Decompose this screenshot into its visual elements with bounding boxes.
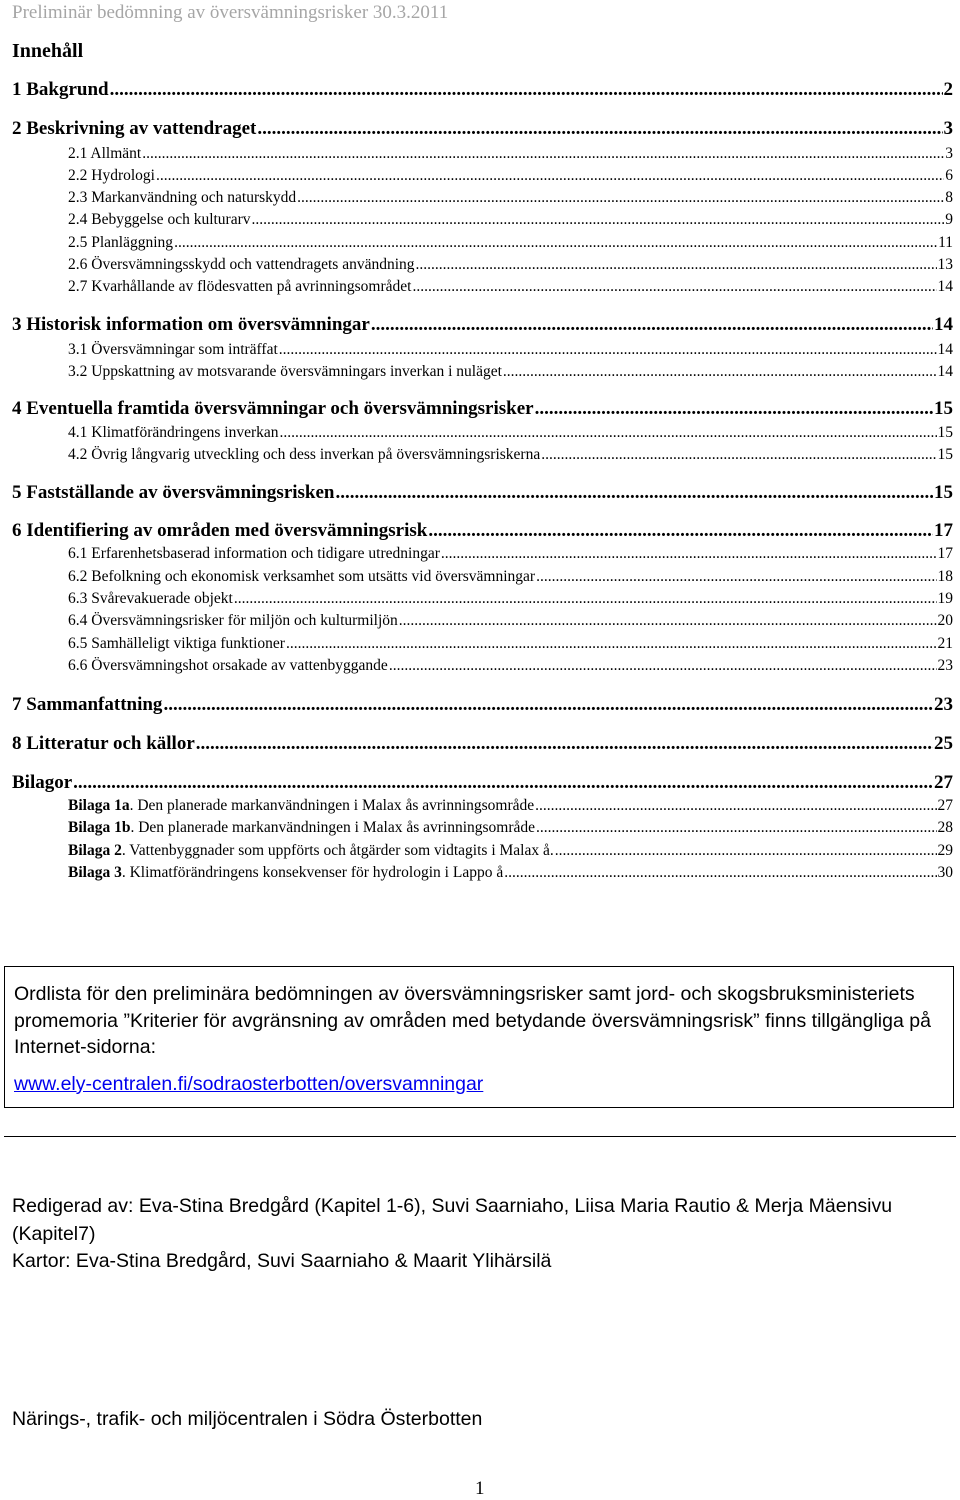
toc-entry-3-1[interactable]: 3.1 Översvämningar som inträffat ..... 14 bbox=[68, 341, 953, 359]
horizontal-divider bbox=[4, 1136, 956, 1137]
toc-entry-6-4[interactable]: 6.4 Översvämningsrisker för miljön och kulturmiljön ..... 20 bbox=[68, 612, 953, 630]
toc-entry-6-2[interactable]: 6.2 Befolkning och ekonomisk verksamhet som utsätts vid översvämningar ..... 18 bbox=[68, 568, 953, 586]
toc-entry-2-6[interactable]: 2.6 Översvämningsskydd och vattendragets användning ..... 13 bbox=[68, 256, 953, 274]
toc-appendix-3[interactable]: Bilaga 3. Klimatförändringens konsekvenser för hydrologin i Lappo å ..... 30 bbox=[68, 864, 953, 882]
toc-entry-1[interactable]: 1 Bakgrund ..... 2 bbox=[12, 79, 953, 101]
toc-entry-5[interactable]: 5 Fastställande av översvämningsrisken ..... 15 bbox=[12, 482, 953, 504]
toc-entry-6[interactable]: 6 Identifiering av områden med översvämningsrisk ..... 17 bbox=[12, 520, 953, 542]
toc-entry-6-3[interactable]: 6.3 Svårevakuerade objekt ..... 19 bbox=[68, 590, 953, 608]
toc-entry-bilagor[interactable]: Bilagor ..... 27 bbox=[12, 772, 953, 794]
edited-by: Redigerad av: Eva-Stina Bredgård (Kapitel 1-6), Suvi Saarniaho, Liisa Maria Rautio & Merja Mäensivu (Kapitel7) bbox=[12, 1195, 893, 1245]
toc-entry-4-1[interactable]: 4.1 Klimatförändringens inverkan ..... 15 bbox=[68, 424, 953, 442]
running-header: Preliminär bedömning av översvämningsrisker 30.3.2011 bbox=[12, 2, 449, 23]
glossary-info-box bbox=[4, 966, 954, 1108]
toc-entry-3[interactable]: 3 Historisk information om översvämningar ..... 14 bbox=[12, 314, 953, 336]
toc-entry-2-3[interactable]: 2.3 Markanvändning och naturskydd ..... 8 bbox=[68, 189, 953, 207]
info-text: Ordlista för den preliminära bedömningen av översvämningsrisker samt jord- och skogsbruksministeriets promemoria ”Kriterier för avgränsning av områden med betydande översvämningsrisk” finns tillgängliga på Internet-sidorna: bbox=[14, 983, 931, 1058]
toc-entry-4[interactable]: 4 Eventuella framtida översvämningar och översvämningsrisker ..... 15 bbox=[12, 398, 953, 420]
maps-by: Kartor: Eva-Stina Bredgård, Suvi Saarniaho & Maarit Ylihärsilä bbox=[12, 1250, 552, 1272]
toc-appendix-2[interactable]: Bilaga 2. Vattenbyggnader som uppförts och åtgärder som vidtagits i Malax å. ..... 29 bbox=[68, 842, 953, 860]
toc-entry-2-2[interactable]: 2.2 Hydrologi ..... 6 bbox=[68, 167, 953, 185]
toc-entry-7[interactable]: 7 Sammanfattning ..... 23 bbox=[12, 694, 953, 716]
toc-entry-2-4[interactable]: 2.4 Bebyggelse och kulturarv ..... 9 bbox=[68, 211, 953, 229]
toc-entry-2[interactable]: 2 Beskrivning av vattendraget ..... 3 bbox=[12, 118, 953, 140]
toc-entry-2-1[interactable]: 2.1 Allmänt ..... 3 bbox=[68, 145, 953, 163]
toc-appendix-1b[interactable]: Bilaga 1b. Den planerade markanvändningen i Malax ås avrinningsområde ..... 28 bbox=[68, 819, 953, 837]
toc-entry-6-1[interactable]: 6.1 Erfarenhetsbaserad information och tidigare utredningar ..... 17 bbox=[68, 545, 953, 563]
toc-appendix-1a[interactable]: Bilaga 1a. Den planerade markanvändningen i Malax ås avrinningsområde ..... 27 bbox=[68, 797, 953, 815]
toc-entry-6-6[interactable]: 6.6 Översvämningshot orsakade av vattenbyggande ..... 23 bbox=[68, 657, 953, 675]
toc-entry-2-5[interactable]: 2.5 Planläggning ..... 11 bbox=[68, 234, 953, 252]
credits bbox=[12, 1193, 942, 1276]
website-link[interactable]: www.ely-centralen.fi/sodraosterbotten/oversvamningar bbox=[14, 1073, 484, 1095]
toc-entry-8[interactable]: 8 Litteratur och källor ..... 25 bbox=[12, 733, 953, 755]
toc-title: Innehåll bbox=[12, 40, 84, 62]
toc-entry-2-7[interactable]: 2.7 Kvarhållande av flödesvatten på avrinningsområdet ..... 14 bbox=[68, 278, 953, 296]
organization-name: Närings-, trafik- och miljöcentralen i Södra Österbotten bbox=[12, 1408, 483, 1430]
toc-entry-3-2[interactable]: 3.2 Uppskattning av motsvarande översvämningars inverkan i nuläget ..... 14 bbox=[68, 363, 953, 381]
toc-entry-6-5[interactable]: 6.5 Samhälleligt viktiga funktioner ..... 21 bbox=[68, 635, 953, 653]
page-number: 1 bbox=[475, 1478, 485, 1499]
toc-entry-4-2[interactable]: 4.2 Övrig långvarig utveckling och dess inverkan på översvämningsriskerna ..... 15 bbox=[68, 446, 953, 464]
